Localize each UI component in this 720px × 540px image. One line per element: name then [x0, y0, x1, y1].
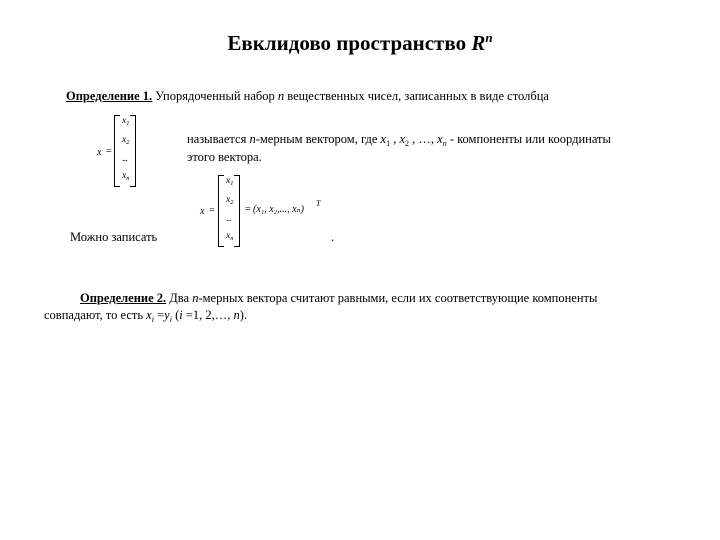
vector-description-line1: называется n-мерным вектором, где $x_1$ , $x_2$ , …, $x_n$ - компоненты или координаты	[187, 132, 611, 148]
title-space-symbol: R	[471, 31, 486, 55]
definition-1-label: Определение 1.	[66, 89, 153, 103]
column-vector-formula: x = $x_1$ $x_2$ ... $x_n$	[97, 115, 142, 187]
transpose-formula: x = $x_1$ $x_2$ ... $x_n$ = (x₁, x₂,..., xₙ) T	[200, 175, 325, 247]
matrix-cell: $x_n$	[122, 171, 130, 182]
transpose-equals: =	[245, 204, 251, 215]
title-superscript: n	[485, 30, 493, 45]
transpose-superscript: T	[316, 199, 321, 208]
transpose-row-vector: (x₁, x₂,..., xₙ)	[253, 204, 304, 215]
vector-description-line2: этого вектора.	[187, 150, 262, 164]
matrix-cell: $x_2$	[122, 135, 130, 146]
definition-2-line2: совпадают, то есть $x_i =y_i$ (i =1, 2,…, n).	[44, 308, 248, 324]
matrix-cell: $x_1$	[122, 116, 130, 127]
matrix-cell: $x_2$	[226, 195, 234, 206]
definition-2-label: Определение 2.	[80, 291, 167, 305]
slide-title	[0, 30, 720, 56]
definition-1: Определение 1. Упорядоченный набор n вещественных чисел, записанных в виде столбца	[66, 89, 549, 103]
matrix-cell: $x_n$	[226, 231, 234, 242]
matrix-cell: $x_1$	[226, 176, 234, 187]
matrix-dots: ...	[122, 153, 128, 163]
matrix-dots: ...	[226, 213, 232, 223]
column-vector-matrix	[114, 115, 136, 187]
can-write-period: .	[331, 230, 335, 244]
transpose-matrix	[218, 175, 240, 247]
definition-2-line1: Определение 2. Два n-мерных вектора считают равными, если их соответствующие компоненты	[80, 291, 598, 305]
title-text: Евклидово пространство	[227, 31, 472, 55]
can-write-label: Можно записать	[70, 230, 158, 244]
